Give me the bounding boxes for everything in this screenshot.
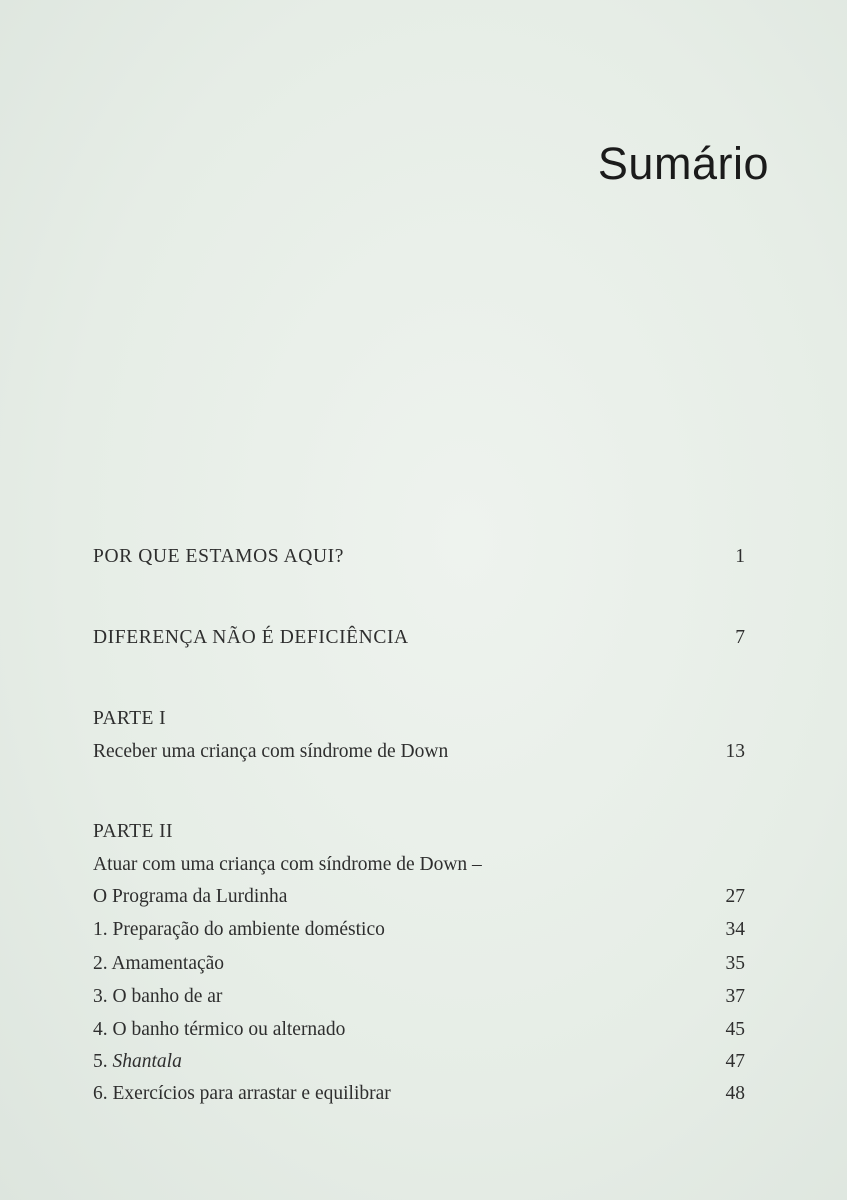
toc-subentry[interactable] [93,916,745,944]
toc-subentry[interactable] [93,1080,745,1108]
toc-entry[interactable] [93,883,745,911]
toc-subentry[interactable] [93,983,745,1011]
toc-entry-page: 27 [725,886,745,907]
toc-entry-line[interactable] [93,851,745,879]
toc-entry-label: O Programa da Lurdinha [93,886,288,907]
toc-entry-page: 47 [725,1051,745,1072]
subentry-label: O banho térmico ou alternado [112,1019,346,1040]
toc-entry[interactable] [93,624,745,652]
toc-entry-page: 1 [735,546,745,567]
toc-entry[interactable] [93,543,745,571]
subentry-label: Exercícios para arrastar e equilibrar [112,1083,391,1104]
toc-entry-page: 37 [725,986,745,1007]
subentry-number: 5. [93,1051,108,1072]
toc-subentry[interactable] [93,1016,745,1044]
subentry-label: Amamentação [111,953,225,974]
part-heading: PARTE II [93,821,173,842]
toc-entry-page: 7 [735,627,745,648]
toc-entry-label: POR QUE ESTAMOS AQUI? [93,546,345,567]
subentry-label: O banho de ar [112,986,223,1007]
part-heading: PARTE I [93,708,166,729]
subentry-label: Preparação do ambiente doméstico [112,919,385,940]
subentry-label: Shantala [112,1051,182,1072]
toc-subentry[interactable] [93,1048,745,1076]
toc-entry-page: 35 [725,953,745,974]
subentry-number: 6. [93,1083,108,1104]
toc-entry[interactable] [93,738,745,766]
toc-entry-label: Atuar com uma criança com síndrome de Down – [93,854,482,875]
toc-subentry[interactable] [93,950,745,978]
subentry-number: 4. [93,1019,108,1040]
toc-entry-page: 13 [725,741,745,762]
toc-entry-page: 48 [725,1083,745,1104]
subentry-number: 3. [93,986,108,1007]
toc-entry-page: 34 [725,919,745,940]
subentry-number: 2. [93,953,108,974]
toc-entry-page: 45 [725,1019,745,1040]
toc-entry-label: DIFERENÇA NÃO É DEFICIÊNCIA [93,627,409,648]
toc-entry-label: Receber uma criança com síndrome de Down [93,741,449,762]
subentry-number: 1. [93,919,108,940]
page-title: Sumário [597,138,769,189]
